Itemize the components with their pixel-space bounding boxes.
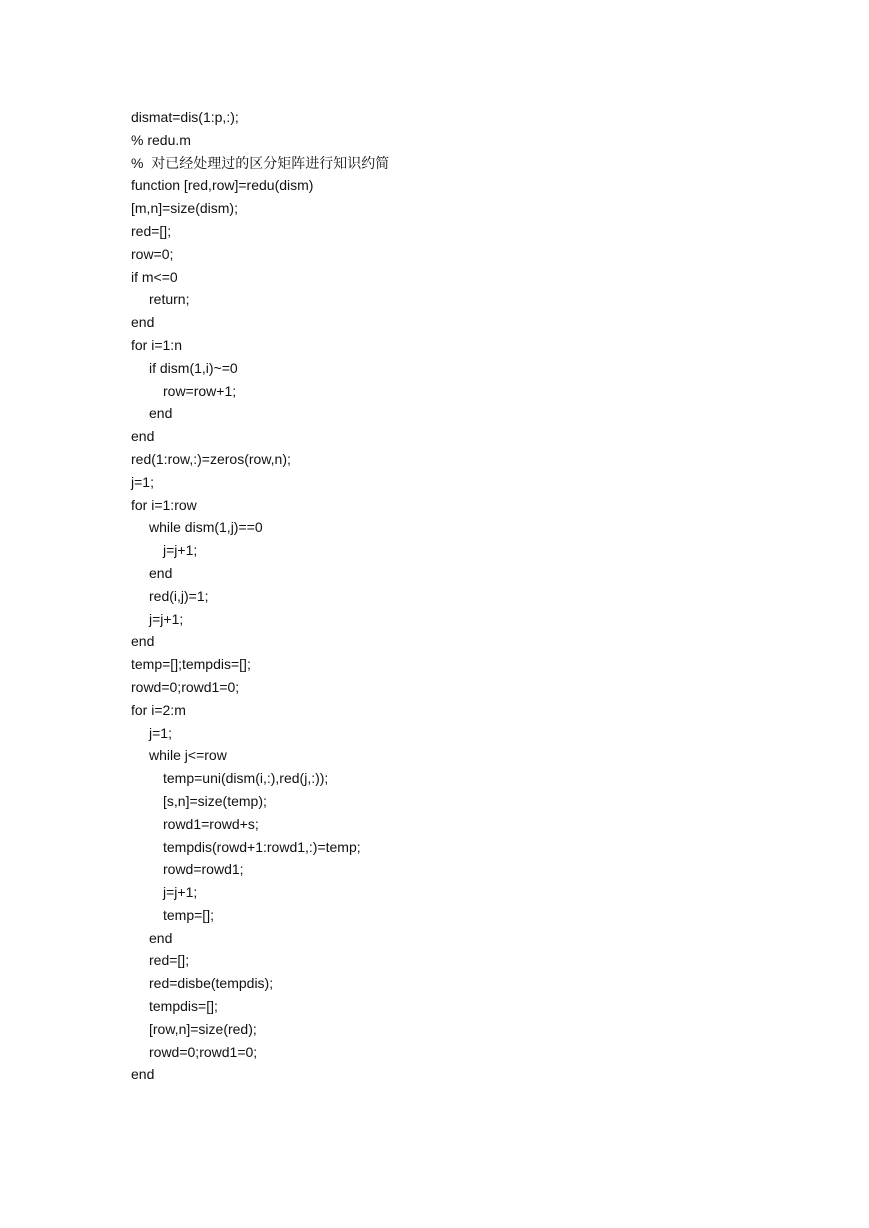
code-line: % redu.m xyxy=(131,131,191,148)
code-line: end xyxy=(149,405,173,422)
code-line: while dism(1,j)==0 xyxy=(149,519,263,536)
code-line: rowd1=rowd+s; xyxy=(163,815,259,832)
code-line: j=1; xyxy=(131,473,154,490)
code-line: [m,n]=size(dism); xyxy=(131,200,238,217)
code-line: % 对已经处理过的区分矩阵进行知识约简 xyxy=(131,154,390,171)
code-line: [s,n]=size(temp); xyxy=(163,792,267,809)
code-line: j=j+1; xyxy=(149,610,184,627)
code-line: tempdis(rowd+1:rowd1,:)=temp; xyxy=(163,838,361,855)
code-line: red(i,j)=1; xyxy=(149,587,209,604)
code-line: end xyxy=(131,314,155,331)
code-line: j=1; xyxy=(149,724,172,741)
code-line: dismat=dis(1:p,:); xyxy=(131,109,239,125)
code-line: end xyxy=(149,929,173,946)
code-line: temp=uni(dism(i,:),red(j,:)); xyxy=(163,770,329,787)
code-line: end xyxy=(131,633,155,650)
code-line: end xyxy=(131,1066,155,1083)
code-listing xyxy=(131,106,389,1086)
code-line: function [red,row]=redu(dism) xyxy=(131,177,314,194)
code-line: for i=1:n xyxy=(131,336,182,353)
code-line: rowd=rowd1; xyxy=(163,861,244,878)
code-line: if m<=0 xyxy=(131,268,178,285)
code-line: row=row+1; xyxy=(163,382,237,399)
code-line: j=j+1; xyxy=(163,884,198,901)
code-line: for i=2:m xyxy=(131,701,186,718)
code-line: if dism(1,i)~=0 xyxy=(149,359,238,376)
code-line: red(1:row,:)=zeros(row,n); xyxy=(131,450,291,467)
code-line: red=[]; xyxy=(149,952,190,969)
code-line: rowd=0;rowd1=0; xyxy=(131,678,240,695)
code-line: red=[]; xyxy=(131,222,172,239)
code-line: end xyxy=(131,428,155,445)
code-line: temp=[];tempdis=[]; xyxy=(131,656,251,673)
code-line: rowd=0;rowd1=0; xyxy=(149,1043,258,1060)
code-line: return; xyxy=(149,291,190,308)
code-line: j=j+1; xyxy=(163,542,198,559)
code-line: temp=[]; xyxy=(163,906,214,923)
code-line: [row,n]=size(red); xyxy=(149,1020,257,1037)
code-line: tempdis=[]; xyxy=(149,998,218,1015)
code-line: for i=1:row xyxy=(131,496,197,513)
code-line: row=0; xyxy=(131,245,174,262)
code-line: while j<=row xyxy=(149,747,227,764)
code-line: end xyxy=(149,564,173,581)
code-line: red=disbe(tempdis); xyxy=(149,975,274,992)
